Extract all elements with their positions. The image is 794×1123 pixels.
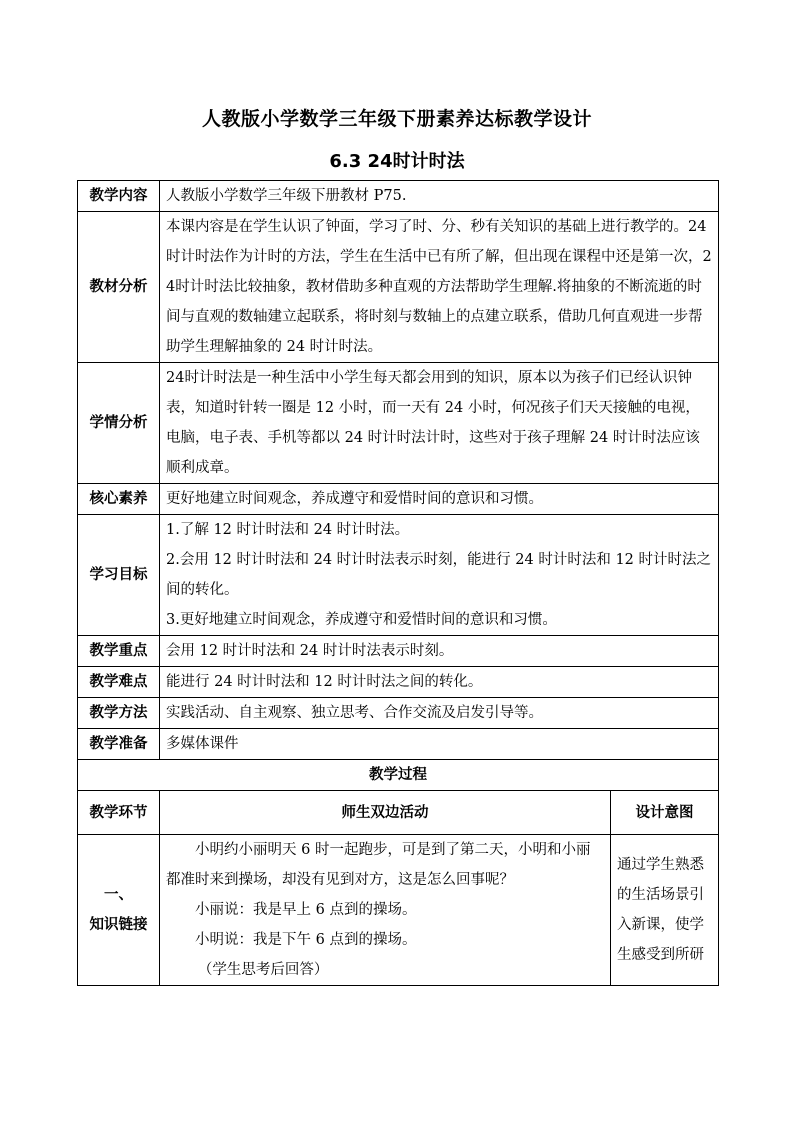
- stage-name: 知识链接: [89, 917, 148, 933]
- row-core-literacy: [78, 484, 719, 515]
- row-label: 教学准备: [78, 729, 160, 760]
- row-label: 学情分析: [78, 363, 160, 484]
- activity-line: 小明约小丽明天 6 时一起跑步，可是到了第二天，小明和小丽都准时来到操场，却没有见到对方，这是怎么回事呢？: [166, 842, 591, 888]
- row-label: 学习目标: [78, 515, 160, 636]
- row-label: 教学难点: [78, 667, 160, 698]
- process-heading: 教学过程: [78, 760, 719, 791]
- activity-line: 小明说：我是下午 6 点到的操场。: [195, 932, 417, 948]
- row-teaching-content: [78, 181, 719, 212]
- row-content: 能进行 24 时计时法和 12 时计时法之间的转化。: [160, 667, 719, 698]
- row-label: 教学方法: [78, 698, 160, 729]
- column-header-activity: 师生双边活动: [160, 791, 611, 835]
- column-header-stage: 教学环节: [78, 791, 160, 835]
- activity-line: （学生思考后回答）: [197, 962, 329, 978]
- row-key-points: [78, 636, 719, 667]
- row-content: 更好地建立时间观念，养成遵守和爱惜时间的意识和习惯。: [160, 484, 719, 515]
- objective-item: 3.更好地建立时间观念，养成遵守和爱惜时间的意识和习惯。: [166, 612, 557, 628]
- activity-cell: [160, 835, 611, 986]
- row-label: 教学内容: [78, 181, 160, 212]
- row-methods: [78, 698, 719, 729]
- row-content: 会用 12 时计时法和 24 时计时法表示时刻。: [160, 636, 719, 667]
- row-material-analysis: [78, 212, 719, 363]
- row-label: 教材分析: [78, 212, 160, 363]
- row-content: 24时计时法是一种生活中小学生每天都会用到的知识，原本以为孩子们已经认识钟表，知道时针转一圈是 12 小时，而一天有 24 小时，何况孩子们天天接触的电视，电脑，电子表、手机等都以 24 时计时法计时，这些对于孩子理解 24 时计时法应该顺利成章。: [160, 363, 719, 484]
- row-difficulties: [78, 667, 719, 698]
- row-content: [160, 515, 719, 636]
- row-student-analysis: [78, 363, 719, 484]
- stage-cell: [78, 835, 160, 986]
- process-row-stage-1: [78, 835, 719, 986]
- row-content: 人教版小学数学三年级下册教材 P75.: [160, 181, 719, 212]
- row-content: 本课内容是在学生认识了钟面，学习了时、分、秒有关知识的基础上进行教学的。24时计时法作为计时的方法，学生在生活中已有所了解，但出现在课程中还是第一次，24时计时法比较抽象，教材借助多种直观的方法帮助学生理解.将抽象的不断流逝的时间与直观的数轴建立起联系，将时刻与数轴上的点建立联系，借助几何直观进一步帮助学生理解抽象的 24 时计时法。: [160, 212, 719, 363]
- objective-item: 2.会用 12 时计时法和 24 时计时法表示时刻，能进行 24 时计时法和 12 时计时法之间的转化。: [166, 552, 712, 598]
- row-label: 核心素养: [78, 484, 160, 515]
- stage-number: 一、: [104, 887, 133, 903]
- column-header-intent: 设计意图: [611, 791, 719, 835]
- document-title: 人教版小学数学三年级下册素养达标教学设计: [201, 108, 592, 130]
- row-preparation: [78, 729, 719, 760]
- lesson-subtitle: 6.3 24时计时法: [329, 151, 465, 172]
- activity-line: 小丽说：我是早上 6 点到的操场。: [195, 902, 417, 918]
- row-label: 教学重点: [78, 636, 160, 667]
- lesson-plan-table: [77, 180, 719, 986]
- intent-cell: 通过学生熟悉的生活场景引入新课，使学生感受到所研: [611, 835, 719, 986]
- objective-item: 1.了解 12 时计时法和 24 时计时法。: [166, 522, 410, 538]
- row-learning-objectives: [78, 515, 719, 636]
- row-content: 多媒体课件: [160, 729, 719, 760]
- process-column-headers: [78, 791, 719, 835]
- row-content: 实践活动、自主观察、独立思考、合作交流及启发引导等。: [160, 698, 719, 729]
- process-heading-row: [78, 760, 719, 791]
